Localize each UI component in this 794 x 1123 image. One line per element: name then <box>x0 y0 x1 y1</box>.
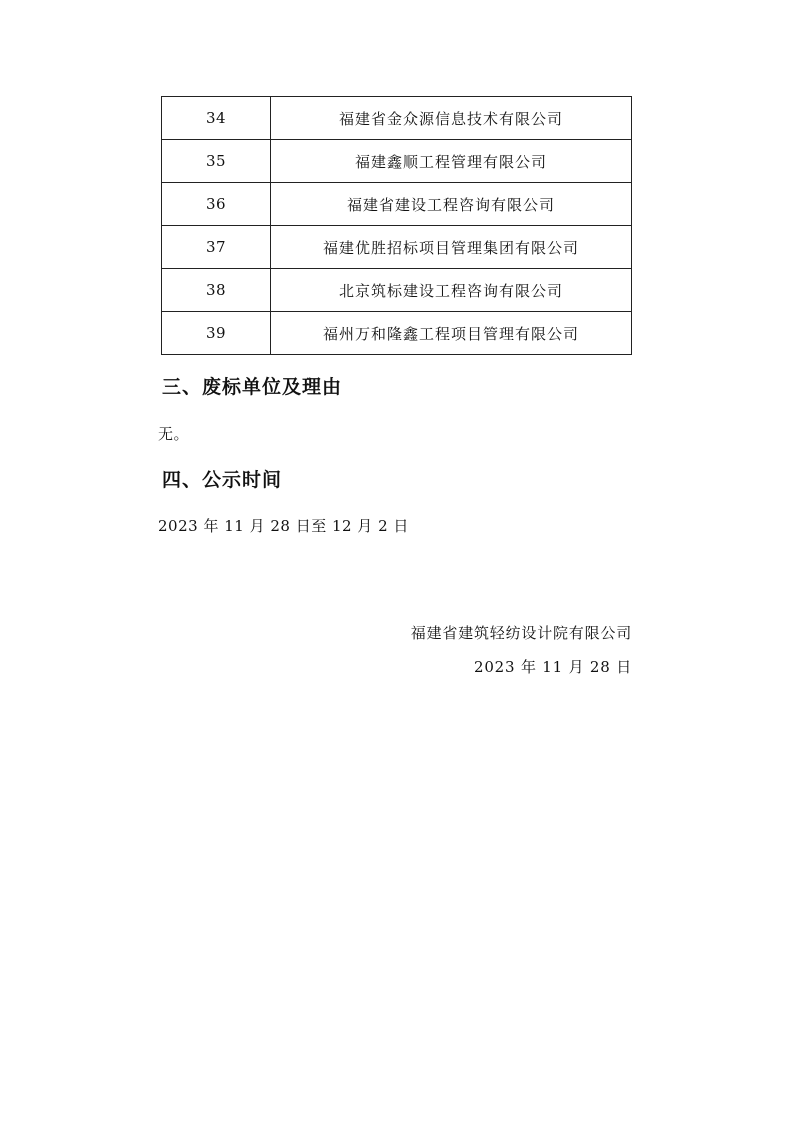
row-number: 38 <box>162 269 271 312</box>
table-row <box>162 97 632 140</box>
row-number: 37 <box>162 226 271 269</box>
section-3-heading: 三、废标单位及理由 <box>162 376 343 398</box>
company-name: 福州万和隆鑫工程项目管理有限公司 <box>271 312 632 355</box>
table-row <box>162 140 632 183</box>
table-row <box>162 226 632 269</box>
row-number: 39 <box>162 312 271 355</box>
row-number: 36 <box>162 183 271 226</box>
signature-date: 2023 年 11 月 28 日 <box>474 658 632 676</box>
units-table <box>161 96 632 355</box>
signature-company: 福建省建筑轻纺设计院有限公司 <box>410 624 632 642</box>
announcement-period: 2023 年 11 月 28 日至 12 月 2 日 <box>158 517 409 535</box>
company-name: 福建鑫顺工程管理有限公司 <box>271 140 632 183</box>
company-name: 福建优胜招标项目管理集团有限公司 <box>271 226 632 269</box>
row-number: 35 <box>162 140 271 183</box>
section-3-text: 无。 <box>158 425 190 443</box>
section-4-heading: 四、公示时间 <box>162 469 283 491</box>
company-name: 福建省金众源信息技术有限公司 <box>271 97 632 140</box>
row-number: 34 <box>162 97 271 140</box>
company-name: 北京筑标建设工程咨询有限公司 <box>271 269 632 312</box>
table-row <box>162 183 632 226</box>
table-row <box>162 269 632 312</box>
company-name: 福建省建设工程咨询有限公司 <box>271 183 632 226</box>
table-row <box>162 312 632 355</box>
